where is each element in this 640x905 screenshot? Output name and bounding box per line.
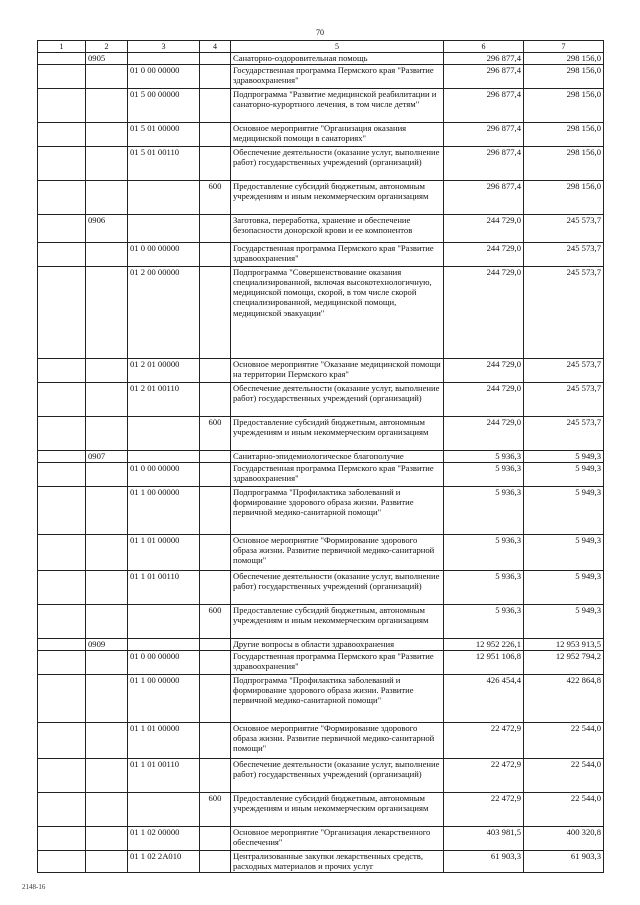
target-article-code-cell: 01 1 02 00000 [128, 827, 200, 851]
target-article-code-cell: 01 1 01 00000 [128, 535, 200, 571]
subsection-code-cell [86, 759, 128, 793]
subsection-code-cell [86, 605, 128, 639]
section-cell [38, 723, 86, 759]
target-article-code-cell [128, 793, 200, 827]
expense-type-code-cell [200, 123, 231, 147]
amount-col7-cell: 5 949,3 [524, 451, 604, 463]
expense-type-code-cell: 600 [200, 793, 231, 827]
name-cell: Подпрограмма "Развитие медицинской реабилитации и санаторно-курортного лечения, в том числе детям" [231, 89, 444, 123]
subsection-code-cell [86, 65, 128, 89]
name-cell: Другие вопросы в области здравоохранения [231, 639, 444, 651]
table-row [38, 605, 604, 639]
column-header: 5 [231, 41, 444, 53]
amount-col6-cell: 296 877,4 [444, 53, 524, 65]
table-row [38, 759, 604, 793]
name-cell: Государственная программа Пермского края "Развитие здравоохранения" [231, 65, 444, 89]
amount-col6-cell: 244 729,0 [444, 359, 524, 383]
amount-col7-cell: 5 949,3 [524, 605, 604, 639]
name-cell: Обеспечение деятельности (оказание услуг, выполнение работ) государственных учреждений (организаций) [231, 759, 444, 793]
expense-type-code-cell [200, 535, 231, 571]
table-row [38, 417, 604, 451]
name-cell: Подпрограмма "Совершенствование оказания специализированной, включая высокотехнологичную, медицинской помощи, скорой, в том числе скорой специализированной, медицинской помощи, медицинской эвакуации" [231, 267, 444, 359]
expense-type-code-cell [200, 723, 231, 759]
target-article-code-cell [128, 417, 200, 451]
amount-col7-cell: 12 952 794,2 [524, 651, 604, 675]
amount-col7-cell: 298 156,0 [524, 181, 604, 215]
amount-col7-cell: 245 573,7 [524, 243, 604, 267]
amount-col6-cell: 244 729,0 [444, 215, 524, 243]
amount-col7-cell: 22 544,0 [524, 793, 604, 827]
target-article-code-cell: 01 2 00 00000 [128, 267, 200, 359]
section-cell [38, 487, 86, 535]
expense-type-code-cell [200, 571, 231, 605]
name-cell: Предоставление субсидий бюджетным, автономным учреждениям и иным некоммерческим организациям [231, 793, 444, 827]
expense-type-code-cell [200, 639, 231, 651]
target-article-code-cell [128, 451, 200, 463]
table-row [38, 723, 604, 759]
section-cell [38, 651, 86, 675]
amount-col7-cell: 22 544,0 [524, 759, 604, 793]
amount-col7-cell: 245 573,7 [524, 383, 604, 417]
table-row [38, 243, 604, 267]
amount-col6-cell: 12 952 226,1 [444, 639, 524, 651]
amount-col6-cell: 61 903,3 [444, 851, 524, 873]
subsection-code-cell [86, 243, 128, 267]
amount-col6-cell: 296 877,4 [444, 147, 524, 181]
amount-col6-cell: 22 472,9 [444, 759, 524, 793]
section-cell [38, 827, 86, 851]
section-cell [38, 571, 86, 605]
section-cell [38, 123, 86, 147]
target-article-code-cell [128, 605, 200, 639]
table-row [38, 53, 604, 65]
target-article-code-cell: 01 0 00 00000 [128, 651, 200, 675]
subsection-code-cell [86, 123, 128, 147]
subsection-code-cell [86, 383, 128, 417]
budget-table [37, 40, 604, 873]
amount-col6-cell: 5 936,3 [444, 605, 524, 639]
expense-type-code-cell [200, 267, 231, 359]
section-cell [38, 383, 86, 417]
name-cell: Заготовка, переработка, хранение и обеспечение безопасности донорской крови и ее компонентов [231, 215, 444, 243]
amount-col7-cell: 5 949,3 [524, 535, 604, 571]
target-article-code-cell: 01 5 00 00000 [128, 89, 200, 123]
target-article-code-cell [128, 53, 200, 65]
expense-type-code-cell [200, 759, 231, 793]
name-cell: Подпрограмма "Профилактика заболеваний и формирование здорового образа жизни. Развитие первичной медико-санитарной помощи" [231, 487, 444, 535]
column-number-header-row [38, 41, 604, 53]
target-article-code-cell: 01 0 00 00000 [128, 463, 200, 487]
amount-col6-cell: 5 936,3 [444, 463, 524, 487]
table-row [38, 851, 604, 873]
target-article-code-cell: 01 0 00 00000 [128, 243, 200, 267]
subsection-code-cell [86, 487, 128, 535]
target-article-code-cell: 01 1 00 00000 [128, 487, 200, 535]
target-article-code-cell [128, 639, 200, 651]
section-cell [38, 89, 86, 123]
amount-col7-cell: 5 949,3 [524, 463, 604, 487]
amount-col6-cell: 5 936,3 [444, 535, 524, 571]
expense-type-code-cell [200, 675, 231, 723]
section-cell [38, 417, 86, 451]
table-row [38, 793, 604, 827]
target-article-code-cell: 01 1 01 00110 [128, 571, 200, 605]
table-row [38, 571, 604, 605]
amount-col6-cell: 244 729,0 [444, 243, 524, 267]
target-article-code-cell: 01 1 02 2А010 [128, 851, 200, 873]
target-article-code-cell: 01 2 01 00110 [128, 383, 200, 417]
table-row [38, 675, 604, 723]
subsection-code-cell: 0905 [86, 53, 128, 65]
section-cell [38, 675, 86, 723]
target-article-code-cell: 01 5 01 00110 [128, 147, 200, 181]
name-cell: Предоставление субсидий бюджетным, автономным учреждениям и иным некоммерческим организациям [231, 605, 444, 639]
table-row [38, 181, 604, 215]
name-cell: Санитарно-эпидемиологическое благополучие [231, 451, 444, 463]
section-cell [38, 243, 86, 267]
column-header: 2 [86, 41, 128, 53]
amount-col7-cell: 400 320,8 [524, 827, 604, 851]
target-article-code-cell: 01 0 00 00000 [128, 65, 200, 89]
subsection-code-cell [86, 675, 128, 723]
expense-type-code-cell [200, 147, 231, 181]
subsection-code-cell [86, 723, 128, 759]
name-cell: Санаторно-оздоровительная помощь [231, 53, 444, 65]
amount-col6-cell: 5 936,3 [444, 451, 524, 463]
subsection-code-cell [86, 463, 128, 487]
expense-type-code-cell [200, 215, 231, 243]
subsection-code-cell [86, 267, 128, 359]
table-row [38, 383, 604, 417]
subsection-code-cell [86, 851, 128, 873]
subsection-code-cell [86, 535, 128, 571]
section-cell [38, 851, 86, 873]
table-row [38, 215, 604, 243]
expense-type-code-cell [200, 851, 231, 873]
subsection-code-cell [86, 417, 128, 451]
column-header: 7 [524, 41, 604, 53]
amount-col6-cell: 244 729,0 [444, 417, 524, 451]
amount-col6-cell: 403 981,5 [444, 827, 524, 851]
footer-code: 2148-16 [22, 883, 46, 891]
target-article-code-cell: 01 1 01 00000 [128, 723, 200, 759]
page-number: 70 [316, 28, 324, 37]
name-cell: Основное мероприятие "Формирование здорового образа жизни. Развитие первичной медико-санитарной помощи" [231, 723, 444, 759]
amount-col6-cell: 5 936,3 [444, 487, 524, 535]
expense-type-code-cell [200, 53, 231, 65]
table-row [38, 359, 604, 383]
subsection-code-cell [86, 827, 128, 851]
amount-col6-cell: 296 877,4 [444, 89, 524, 123]
expense-type-code-cell [200, 827, 231, 851]
subsection-code-cell [86, 147, 128, 181]
amount-col6-cell: 426 454,4 [444, 675, 524, 723]
table-row [38, 827, 604, 851]
expense-type-code-cell [200, 487, 231, 535]
table-row [38, 123, 604, 147]
target-article-code-cell: 01 5 01 00000 [128, 123, 200, 147]
target-article-code-cell: 01 1 00 00000 [128, 675, 200, 723]
table-row [38, 651, 604, 675]
amount-col7-cell: 61 903,3 [524, 851, 604, 873]
table-row [38, 267, 604, 359]
target-article-code-cell: 01 2 01 00000 [128, 359, 200, 383]
subsection-code-cell [86, 89, 128, 123]
amount-col7-cell: 22 544,0 [524, 723, 604, 759]
expense-type-code-cell [200, 89, 231, 123]
section-cell [38, 65, 86, 89]
name-cell: Государственная программа Пермского края "Развитие здравоохранения" [231, 651, 444, 675]
name-cell: Централизованные закупки лекарственных средств, расходных материалов и прочих услуг [231, 851, 444, 873]
subsection-code-cell: 0906 [86, 215, 128, 243]
section-cell [38, 463, 86, 487]
section-cell [38, 535, 86, 571]
subsection-code-cell [86, 181, 128, 215]
subsection-code-cell [86, 359, 128, 383]
amount-col7-cell: 298 156,0 [524, 53, 604, 65]
expense-type-code-cell: 600 [200, 605, 231, 639]
name-cell: Государственная программа Пермского края "Развитие здравоохранения" [231, 463, 444, 487]
expense-type-code-cell [200, 65, 231, 89]
target-article-code-cell: 01 1 01 00110 [128, 759, 200, 793]
amount-col6-cell: 244 729,0 [444, 267, 524, 359]
expense-type-code-cell [200, 651, 231, 675]
table-row [38, 451, 604, 463]
subsection-code-cell [86, 571, 128, 605]
table-row [38, 89, 604, 123]
amount-col7-cell: 245 573,7 [524, 359, 604, 383]
section-cell [38, 215, 86, 243]
expense-type-code-cell [200, 243, 231, 267]
amount-col6-cell: 22 472,9 [444, 723, 524, 759]
section-cell [38, 267, 86, 359]
table-row [38, 639, 604, 651]
table-row [38, 65, 604, 89]
expense-type-code-cell: 600 [200, 181, 231, 215]
section-cell [38, 181, 86, 215]
subsection-code-cell [86, 793, 128, 827]
name-cell: Основное мероприятие "Формирование здорового образа жизни. Развитие первичной медико-санитарной помощи" [231, 535, 444, 571]
name-cell: Обеспечение деятельности (оказание услуг, выполнение работ) государственных учреждений (организаций) [231, 383, 444, 417]
column-header: 4 [200, 41, 231, 53]
name-cell: Основное мероприятие "Организация лекарственного обеспечения" [231, 827, 444, 851]
subsection-code-cell: 0907 [86, 451, 128, 463]
expense-type-code-cell [200, 359, 231, 383]
amount-col6-cell: 296 877,4 [444, 123, 524, 147]
name-cell: Предоставление субсидий бюджетным, автономным учреждениям и иным некоммерческим организациям [231, 181, 444, 215]
amount-col6-cell: 296 877,4 [444, 181, 524, 215]
table-row [38, 463, 604, 487]
section-cell [38, 605, 86, 639]
name-cell: Подпрограмма "Профилактика заболеваний и формирование здорового образа жизни. Развитие первичной медико-санитарной помощи" [231, 675, 444, 723]
name-cell: Основное мероприятие "Оказание медицинской помощи на территории Пермского края" [231, 359, 444, 383]
amount-col7-cell: 298 156,0 [524, 147, 604, 181]
section-cell [38, 639, 86, 651]
target-article-code-cell [128, 215, 200, 243]
amount-col7-cell: 245 573,7 [524, 417, 604, 451]
amount-col7-cell: 245 573,7 [524, 215, 604, 243]
section-cell [38, 793, 86, 827]
expense-type-code-cell: 600 [200, 417, 231, 451]
name-cell: Обеспечение деятельности (оказание услуг, выполнение работ) государственных учреждений (организаций) [231, 571, 444, 605]
amount-col7-cell: 422 864,8 [524, 675, 604, 723]
amount-col7-cell: 5 949,3 [524, 487, 604, 535]
name-cell: Государственная программа Пермского края "Развитие здравоохранения" [231, 243, 444, 267]
amount-col7-cell: 298 156,0 [524, 89, 604, 123]
expense-type-code-cell [200, 383, 231, 417]
subsection-code-cell: 0909 [86, 639, 128, 651]
section-cell [38, 53, 86, 65]
column-header: 6 [444, 41, 524, 53]
name-cell: Предоставление субсидий бюджетным, автономным учреждениям и иным некоммерческим организациям [231, 417, 444, 451]
section-cell [38, 147, 86, 181]
amount-col7-cell: 12 953 913,5 [524, 639, 604, 651]
table-row [38, 535, 604, 571]
amount-col6-cell: 5 936,3 [444, 571, 524, 605]
section-cell [38, 359, 86, 383]
section-cell [38, 759, 86, 793]
expense-type-code-cell [200, 463, 231, 487]
expense-type-code-cell [200, 451, 231, 463]
name-cell: Обеспечение деятельности (оказание услуг, выполнение работ) государственных учреждений (организаций) [231, 147, 444, 181]
amount-col7-cell: 245 573,7 [524, 267, 604, 359]
amount-col6-cell: 244 729,0 [444, 383, 524, 417]
amount-col6-cell: 296 877,4 [444, 65, 524, 89]
amount-col7-cell: 298 156,0 [524, 65, 604, 89]
table-row [38, 147, 604, 181]
name-cell: Основное мероприятие "Организация оказания медицинской помощи в санаториях" [231, 123, 444, 147]
amount-col7-cell: 298 156,0 [524, 123, 604, 147]
target-article-code-cell [128, 181, 200, 215]
amount-col7-cell: 5 949,3 [524, 571, 604, 605]
column-header: 3 [128, 41, 200, 53]
amount-col6-cell: 22 472,9 [444, 793, 524, 827]
table-row [38, 487, 604, 535]
section-cell [38, 451, 86, 463]
subsection-code-cell [86, 651, 128, 675]
amount-col6-cell: 12 951 106,8 [444, 651, 524, 675]
column-header: 1 [38, 41, 86, 53]
